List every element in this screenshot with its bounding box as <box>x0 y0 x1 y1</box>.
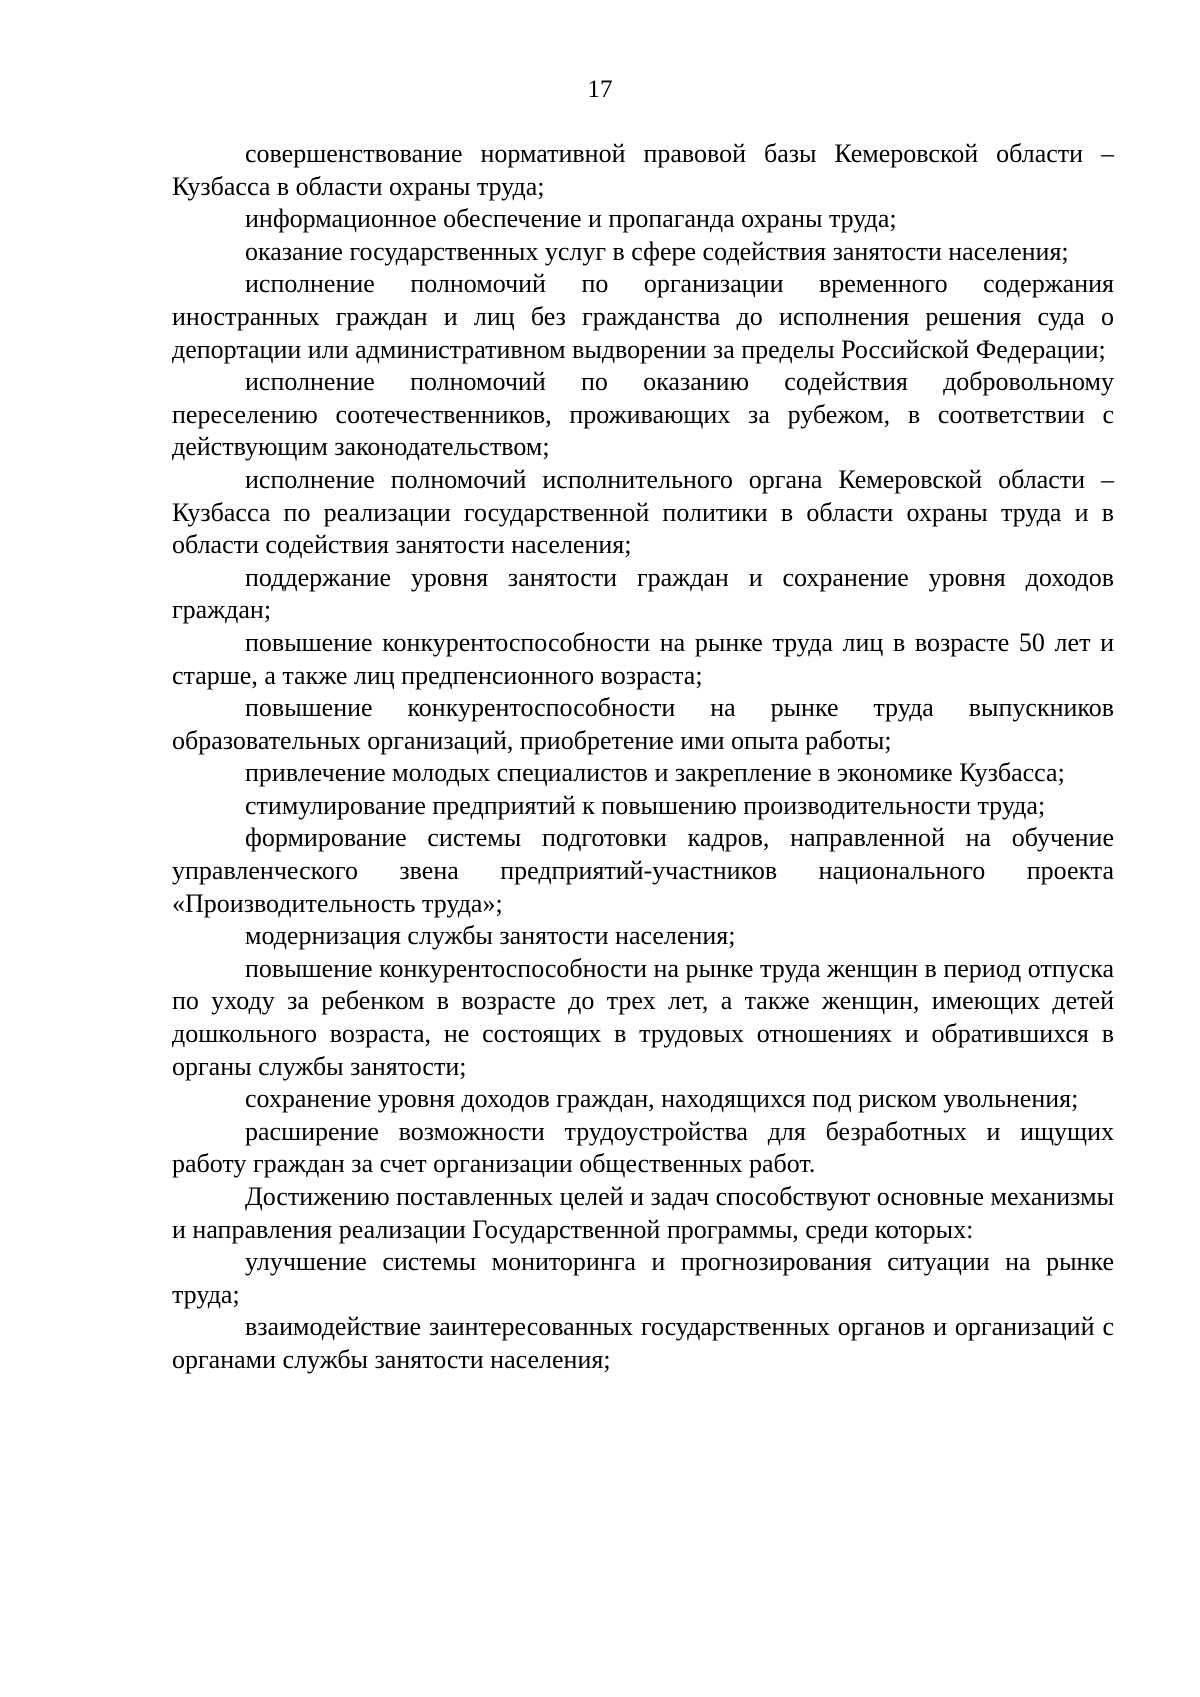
paragraph: поддержание уровня занятости граждан и сохранение уровня доходов граждан; <box>172 562 1114 625</box>
paragraph: повышение конкурентоспособности на рынке труда выпускников образовательных организаций, приобретение ими опыта работы; <box>172 693 1114 755</box>
paragraph: исполнение полномочий исполнительного органа Кемеровской области – Кузбасса по реализации государственной политики в области охраны труда и в области содействия занятости населения; <box>172 464 1114 560</box>
paragraph: стимулирование предприятий к повышению производительности труда; <box>245 790 1046 820</box>
paragraph: Достижению поставленных целей и задач способствуют основные механизмы и направления реализации Государственной программы, среди которых: <box>172 1182 1114 1244</box>
page-number: 17 <box>587 76 613 103</box>
paragraph: сохранение уровня доходов граждан, находящихся под риском увольнения; <box>245 1084 1079 1114</box>
paragraph: привлечение молодых специалистов и закрепление в экономике Кузбасса; <box>245 758 1065 788</box>
paragraph: взаимодействие заинтересованных государственных органов и организаций с органами службы занятости населения; <box>172 1312 1114 1374</box>
paragraph: повышение конкурентоспособности на рынке труда женщин в период отпуска по уходу за ребенком в возрасте до трех лет, а также женщин, имеющих детей дошкольного возраста, не состоящих в трудовых отношениях и обратившихся в органы службы занятости; <box>172 953 1114 1081</box>
paragraph: исполнение полномочий по организации временного содержания иностранных граждан и лиц без гражданства до исполнения решения суда о депортации или административном выдворении за пределы Российской Федерации; <box>172 269 1114 364</box>
paragraph: модернизация службы занятости населения; <box>245 921 736 951</box>
paragraph: совершенствование нормативной правовой базы Кемеровской области – Кузбасса в области охраны труда; <box>172 139 1114 201</box>
paragraph: информационное обеспечение и пропаганда охраны труда; <box>245 204 897 234</box>
paragraph: оказание государственных услуг в сфере содействия занятости населения; <box>245 236 1069 266</box>
paragraph: улучшение системы мониторинга и прогнозирования ситуации на рынке труда; <box>172 1247 1114 1309</box>
paragraph: повышение конкурентоспособности на рынке труда лиц в возрасте 50 лет и старше, а также лиц предпенсионного возраста; <box>172 627 1114 690</box>
paragraph: исполнение полномочий по оказанию содействия добровольному переселению соотечественников, проживающих за рубежом, в соответствии с действующим законодательством; <box>172 367 1114 462</box>
paragraph: формирование системы подготовки кадров, направленной на обучение управленческого звена предприятий-участников национального проекта «Производительность труда»; <box>172 823 1114 918</box>
document-body <box>172 138 1114 1377</box>
paragraph: расширение возможности трудоустройства для безработных и ищущих работу граждан за счет организации общественных работ. <box>172 1116 1114 1179</box>
